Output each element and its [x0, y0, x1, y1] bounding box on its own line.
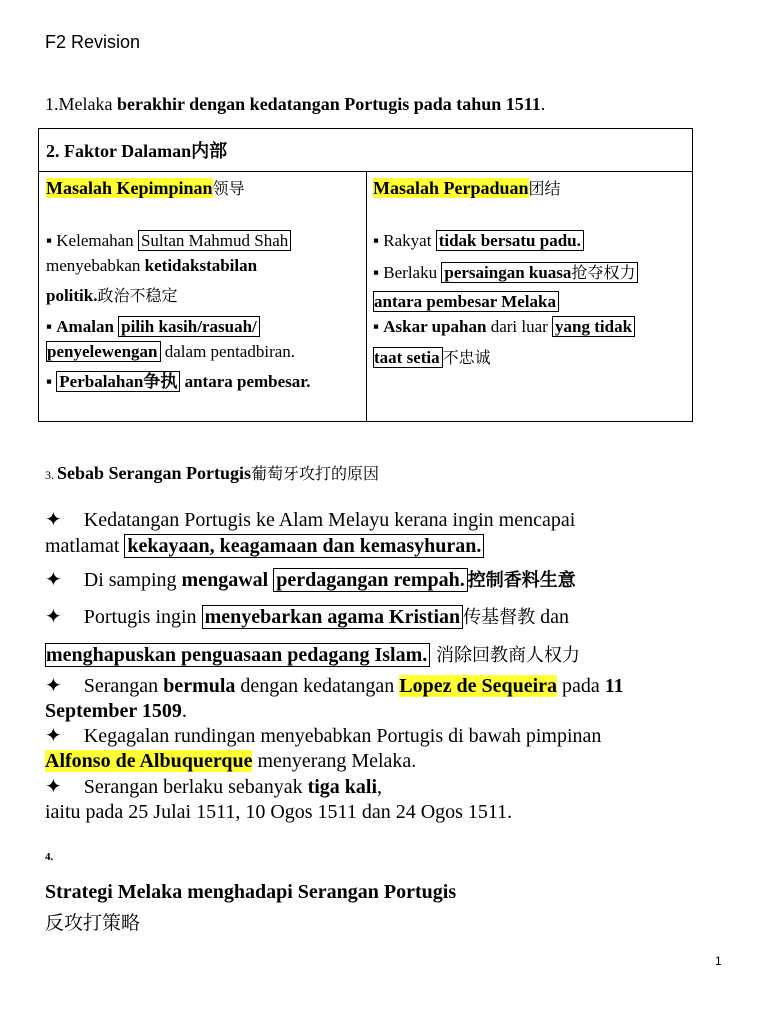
star-icon: ✦ — [45, 776, 62, 798]
section-4-num: 4. — [45, 851, 54, 863]
left-b2-rest: dalam pentadbiran. — [160, 342, 296, 361]
s3-p2-bold: mengawal — [181, 569, 274, 591]
bullet: ▪ — [46, 372, 57, 391]
point-1-bold: berakhir dengan kedatangan Portugis pada tahun 1511 — [116, 94, 541, 114]
section-3-num: 3. — [45, 468, 57, 482]
right-b2-boxed-wrap — [441, 262, 638, 283]
s3-p5-highlight: Lopez de Sequeira — [399, 675, 558, 697]
section-3-title-cn: 葡萄牙攻打的原因 — [251, 464, 380, 483]
left-bullet-1 — [46, 229, 291, 252]
s3-p3-pre: Portugis ingin — [83, 606, 202, 628]
s3-p1b: matlamat — [45, 535, 125, 557]
s3-p2-cn: 控制香料生意 — [467, 570, 576, 591]
right-b3-rest: dari luar — [486, 317, 553, 336]
left-b1-line3-bold: politik. — [46, 286, 98, 305]
s3-p3-boxed: menyebarkan agama Kristian — [202, 605, 464, 629]
section-4-title-cn: 反攻打策略 — [45, 912, 141, 934]
left-b2-boxed2: penyelewengan — [46, 341, 161, 362]
s3-para-7 — [45, 774, 382, 800]
bullet: ▪ — [373, 317, 384, 336]
right-title-text: Masalah Perpaduan — [373, 178, 529, 198]
page-number: 1 — [715, 954, 722, 968]
right-bullet-2-line2 — [373, 290, 559, 313]
section-3-title: Sebab Serangan Portugis — [57, 463, 252, 483]
right-b2-boxed-cn: 抢夺权力 — [571, 263, 636, 282]
s3-p5-mid: dengan kedatangan — [235, 675, 400, 697]
s3-p1-boxed: kekayaan, keagamaan dan kemasyhuran. — [124, 534, 484, 558]
right-bullet-2 — [373, 260, 638, 286]
s3-p7-post: , — [377, 776, 383, 798]
point-1 — [45, 92, 545, 116]
right-b3-boxed: yang tidak — [552, 316, 635, 337]
table-heading — [46, 139, 227, 164]
bullet: ▪ — [46, 231, 57, 250]
s3-para-5 — [45, 673, 624, 699]
faktor-dalaman-table — [38, 128, 693, 422]
right-b1-boxed: tidak bersatu padu. — [436, 230, 584, 251]
s3-para-6-line2 — [45, 748, 416, 774]
table-heading-text: 2. Faktor Dalaman — [46, 141, 192, 161]
s3-para-3 — [45, 604, 569, 631]
s3-p4-boxed: menghapuskan penguasaan pedagang Islam. — [45, 643, 430, 667]
s3-p5-post: pada — [557, 675, 605, 697]
s3-p1a: Kedatangan Portugis ke Alam Melayu kerana ingin mencapai — [83, 509, 576, 531]
s3-p5-line2-bold: September 1509 — [45, 700, 182, 722]
table-divider-v — [366, 171, 367, 422]
left-b1-boxed: Sultan Mahmud Shah — [138, 230, 291, 251]
right-b3-line2-cn: 不忠诚 — [442, 348, 491, 367]
star-icon: ✦ — [45, 606, 62, 628]
left-b1-line2-bold: ketidakstabilan — [144, 256, 258, 275]
right-b2-boxed: persaingan kuasa — [444, 263, 572, 282]
s3-p5-pre: Serangan — [83, 675, 164, 697]
left-b1-line2: menyebabkan — [46, 256, 145, 275]
bullet: ▪ — [373, 263, 384, 282]
s3-p5-bold2: 11 — [604, 675, 624, 697]
star-icon: ✦ — [45, 725, 62, 747]
s3-p2-boxed: perdagangan rempah. — [273, 568, 468, 592]
s3-p6: Kegagalan rundingan menyebabkan Portugis di bawah pimpinan — [83, 725, 602, 747]
star-icon: ✦ — [45, 509, 62, 531]
left-b1-line3-cn: 政治不稳定 — [97, 286, 178, 305]
s3-para-4 — [45, 642, 580, 669]
left-b1-pre: Kelemahan — [56, 231, 138, 250]
left-bullet-1-line2 — [46, 254, 257, 277]
s3-para-6 — [45, 723, 601, 749]
s3-p6-highlight: Alfonso de Albuquerque — [45, 750, 253, 772]
left-b2-bold: Amalan — [56, 317, 119, 336]
star-icon: ✦ — [45, 675, 62, 697]
right-b3-line2-boxed: taat setia — [373, 347, 443, 368]
left-title-text: Masalah Kepimpinan — [46, 178, 213, 198]
s3-p5-bold: bermula — [163, 675, 236, 697]
s3-p3-post: dan — [535, 606, 570, 628]
bullet: ▪ — [373, 231, 384, 250]
s3-p5-line2-post: . — [181, 700, 187, 722]
point-1-suffix: . — [540, 94, 546, 114]
left-column-title — [46, 176, 245, 201]
left-title-cn: 领导 — [212, 179, 245, 198]
star-icon: ✦ — [45, 569, 62, 591]
right-bullet-3-line2 — [373, 346, 491, 369]
right-title-cn: 团结 — [528, 179, 561, 198]
left-bullet-2 — [46, 315, 260, 338]
s3-p4-cn: 消除回教商人权力 — [430, 645, 580, 666]
s3-p3-cn: 传基督教 — [463, 607, 536, 628]
right-b3-bold: Askar upahan — [383, 317, 487, 336]
left-b2-boxed: pilih kasih/rasuah/ — [118, 316, 260, 337]
left-bullet-2-line2 — [46, 340, 295, 363]
left-bullet-1-line3 — [46, 284, 178, 307]
s3-para-1-line2 — [45, 533, 484, 559]
right-bullet-1 — [373, 229, 584, 252]
point-1-prefix: 1.Melaka — [45, 94, 117, 114]
section-3-heading — [45, 461, 379, 487]
s3-para-5-line2 — [45, 698, 187, 724]
page-title: F2 Revision — [45, 32, 141, 52]
s3-para-2 — [45, 567, 576, 594]
right-bullet-3 — [373, 315, 635, 338]
left-b3-rest: antara pembesar. — [180, 372, 311, 391]
left-bullet-3 — [46, 369, 311, 395]
s3-para-8: iaitu pada 25 Julai 1511, 10 Ogos 1511 dan 24 Ogos 1511. — [45, 801, 513, 823]
bullet: ▪ — [46, 317, 57, 336]
s3-p7-pre: Serangan berlaku sebanyak — [83, 776, 308, 798]
section-4-title: Strategi Melaka menghadapi Serangan Portugis — [45, 881, 457, 903]
right-b2-line2-boxed: antara pembesar Melaka — [373, 291, 559, 312]
table-heading-cn: 内部 — [191, 141, 228, 162]
s3-para-1 — [45, 507, 575, 533]
s3-p6-post: menyerang Melaka. — [252, 750, 417, 772]
right-b1-pre: Rakyat — [383, 231, 436, 250]
s3-p2-pre: Di samping — [83, 569, 182, 591]
s3-p7-bold: tiga kali — [307, 776, 378, 798]
left-b3-boxed: Perbalahan争执 — [56, 371, 180, 392]
right-column-title — [373, 176, 561, 201]
right-b2-pre: Berlaku — [383, 263, 442, 282]
